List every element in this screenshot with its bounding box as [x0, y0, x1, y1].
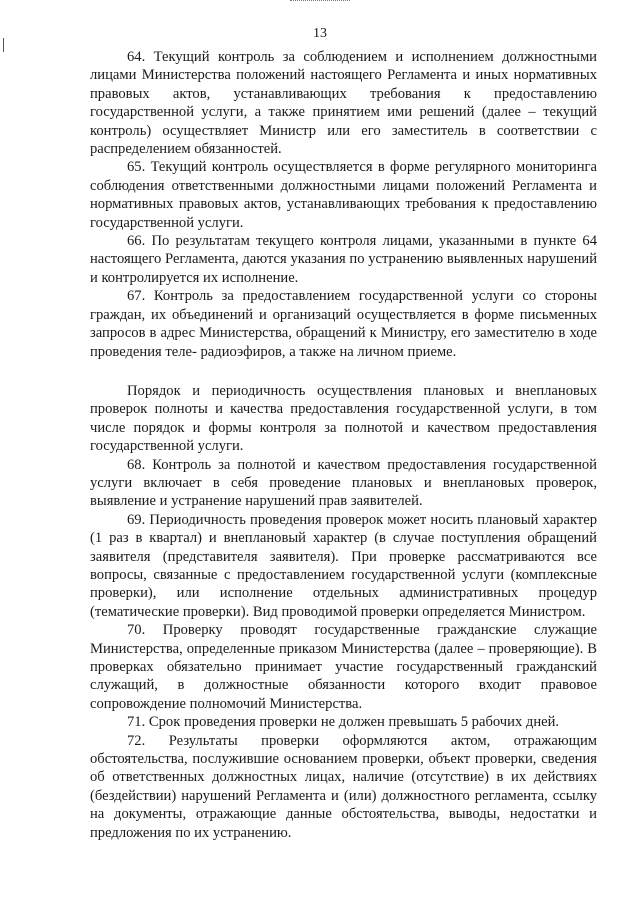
- paragraph-68: 68. Контроль за полнотой и качеством предоставления государственной услуги включает в себя проведение плановых и внеплановых проверок, выявление и устранение нарушений прав заявителей.: [90, 456, 597, 510]
- section-heading: Порядок и периодичность осуществления плановых и внеплановых проверок полноты и качества предоставления государственной услуги, в том числе порядок и формы контроля за полнотой и качеством предоставления государственной услуги.: [90, 382, 597, 455]
- paragraph-71: 71. Срок проведения проверки не должен превышать 5 рабочих дней.: [127, 714, 560, 731]
- page-number: 13: [313, 26, 327, 41]
- paragraph-66: 66. По результатам текущего контроля лицами, указанными в пункте 64 настоящего Регламента, даются указания по устранению выявленных нарушений и контролируется их исполнение.: [90, 233, 597, 286]
- paragraph-64: 64. Текущий контроль за соблюдением и исполнением должностными лицами Министерства положений настоящего Регламента и иных нормативных правовых актов, устанавливающих требования к предоставлению государственной услуги, а также принятием ими решений (далее – текущий контроль) осуществляет Министр или его заместитель в соответствии с распределением обязанностей.: [90, 49, 597, 158]
- paragraph-67: 67. Контроль за предоставлением государственной услуги со стороны граждан, их объединений и организаций осуществляется в форме письменных запросов в адрес Министерства, обращений к Министру, его заместителю в ходе проведения теле- радиоэфиров, а также на личном приеме.: [90, 288, 597, 360]
- document-body: [90, 48, 597, 842]
- paragraph-65: 65. Текущий контроль осуществляется в форме регулярного мониторинга соблюдения ответственными должностными лицами положений Регламента и нормативных правовых актов, устанавливающих требования к предоставлению государственной услуги.: [90, 159, 597, 231]
- paragraph-72: 72. Результаты проверки оформляются актом, отражающим обстоятельства, послужившие основанием проверки, объект проверки, сведения об ответственных должностных лицах, наличие (отсутствие) в их действиях (бездействии) нарушений Регламента и (или) должностного регламента, ссылку на документы, отражающие данные обстоятельства, выводы, недостатки и предложения по их устранению.: [90, 732, 597, 841]
- paragraph-70: 70. Проверку проводят государственные гражданские служащие Министерства, определенные приказом Министерства (далее – проверяющие). В проверках обязательно принимает участие государственный гражданский служащий, в должностные обязанности которого входит правовое сопровождение полномочий Министерства.: [90, 622, 597, 712]
- paragraph-69: 69. Периодичность проведения проверок может носить плановый характер (1 раз в квартал) и внеплановый характер (в случае поступления обращений заявителя (представителя заявителя). При проверке рассматриваются все вопросы, связанные с предоставлением государственной услуги (комплексные проверки), или исполнение отдельных административных процедур (тематические проверки). Вид проводимой проверки определяется Министром.: [90, 511, 597, 620]
- scan-artifact-top: [290, 0, 350, 4]
